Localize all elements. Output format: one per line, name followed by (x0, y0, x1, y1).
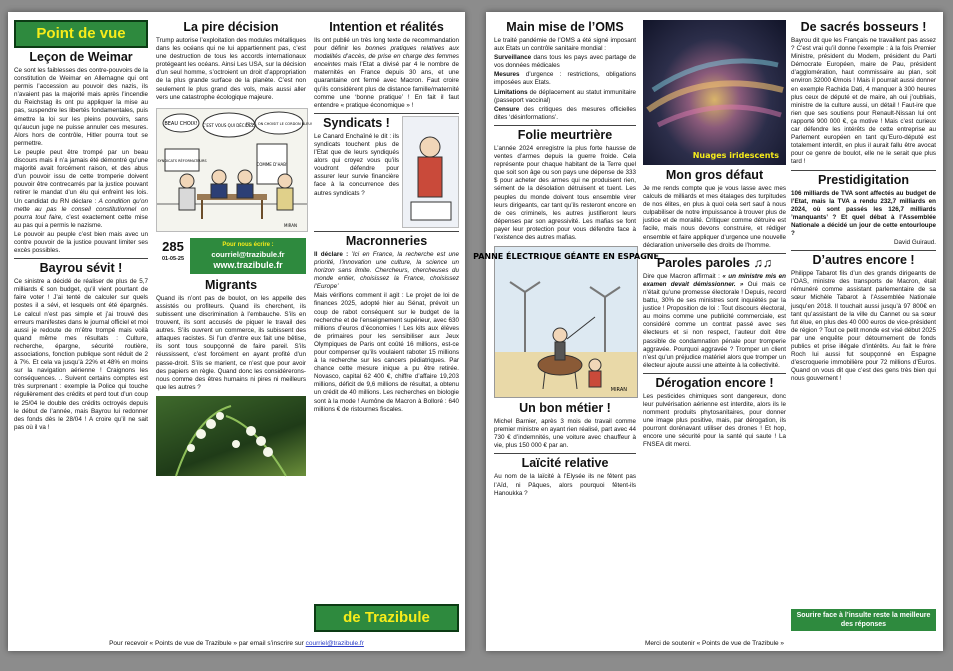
panne-credit: MIRAN (610, 387, 627, 394)
right-column-2 (643, 20, 786, 637)
article-macron-quote: Il déclare : ’Ici en France, la recherche est une priorité, l’innovation une culture, la science un horizon sans limite. Chercheurs, chercheuses du monde entier, choisissez la France, choisissez l’Europe’ (314, 250, 459, 291)
right-column-3 (791, 20, 936, 637)
article-bayrou (14, 261, 148, 432)
divider (494, 125, 636, 126)
article-laicite-title: Laïcité relative (521, 456, 609, 471)
article-bosseurs (791, 20, 936, 167)
issue-date: 01-05-25 (161, 255, 185, 262)
article-weimar-p1: Ce sont les faiblesses des contre-pouvoirs de la constitution de Weimar en Allemagne qui ont permis l’accession au pouvoir des nazis, ils n’avaient pas la majorité mais après l’incendie du Reichstag ils ont pu appliquer la mise au pas, suspendre les libertés fondamentales, puis émettre la loi sur les pleins pouvoirs, sans qu’aucun juge ne puisse annuler ces mesures. Alors hors de contrôle, Hitler pourra tout se permettre. (14, 67, 148, 147)
contact-email[interactable]: courriel@trazibule.fr (211, 249, 285, 259)
article-bosseurs-title: De sacrés bosseurs ! (800, 20, 927, 34)
article-derog-text: Les pesticides chimiques sont dangereux, donc leur pulvérisation aérienne est interdite, alors ils le nomment produits phytosanitaires, pour donner une image plus positive, mais, par dérogation, ils pourront dorénavant utiliser des drones ! Et hop, encore une sécurité pour la santé qui saute ! La FNSEA dit merci. (643, 392, 786, 449)
bubble-1: BEAU CHOIX! (164, 120, 198, 127)
article-migrants-text: Quand ils n’ont pas de boulot, on les appelle des assistés ou profiteurs. Quand ils cherchent, ils subissent une discrimination à l’embauche. S’ils en trouvent, ils sont accusés de piquer le travail des autres. S’ils ouvrent un commerce, ils subissent des attaques racistes. Si l’un d’entre eux fait une bêtise, ils sont tous soupçonné de faire pareil. S’ils réussissent, c’est forcément en ayant profité d’un passe-droit. S’ils se marient, ce n’est que pour avoir des papiers en règle. Quand donc les considérerons-nous comme des êtres humains ni pires ni meilleurs que les autres ? (156, 294, 306, 391)
divider (494, 453, 636, 454)
article-metier-title: Un bon métier ! (519, 401, 611, 416)
sign-text: COMME D’HAB! (256, 161, 288, 167)
divider (791, 170, 936, 171)
footer-email-link[interactable]: courriel@trazibule.fr (305, 640, 364, 647)
contact-box (190, 238, 306, 274)
divider (14, 258, 148, 259)
article-pire-text: Trump autorise l’exploitation des modules métalliques dans les océans qui ne lui appartiennent pas, c’est une destruction de tous les accords internationaux protégeant les océans. Ainsi Les USA, sur la décision d’un seul homme, s’octroient un droit d’appropriation de la plus grande surface de la planète. C’est non seulement le plus grand des vols, mais aussi aller vers une catastrophe écologique majeure. (156, 37, 306, 101)
syndicats-text-block (314, 116, 399, 228)
right-page (473, 12, 943, 651)
article-derog-title: Dérogation encore ! (655, 375, 774, 390)
article-folie-text: L’année 2024 enregistre la plus forte hausse de ventes d’armes depuis la guerre froide. Cela représente pour chaque habitant de la Terre quel que soit son âge ou son pays une dépense de 333 $ pour acheter des armes qui ne produisent rien, sément de la désolation détruisent et tuent. Les peuples du monde doivent tous ensemble virer leurs dirigeants, car tant qu’ils resteront encore en de ces criminels, les autres justifieront leurs dépenses par son agressivité. Les mafias se font payer leur protection pour vous défendre face à l’existence des autres mafias. (494, 144, 636, 241)
article-syndicats-text: Le Canard Enchaîné le dit : ils syndicats touchent plus de l’Etat que de leurs syndiqués alors qui croyez vous qu’ils voudront défendre pour assurer leur survie financière face à la concurrence des autres syndicats ? (314, 132, 399, 197)
article-bayrou-title: Bayrou sévit ! (39, 261, 123, 276)
article-weimar-title: Leçon de Weimar (29, 50, 133, 64)
oms-item-4: Censure des critiques des mesures officielles dites ‘désinformations’. (494, 105, 636, 121)
clouds-caption: Nuages iridescents (692, 151, 779, 160)
oms-item-1: Surveillance dans tous les pays avec partage de vos données médicales (494, 54, 637, 70)
left-column-1 (14, 20, 148, 637)
contact-label: Pour nous écrire : (222, 241, 274, 248)
divider (791, 250, 936, 251)
article-intention-text: Ils ont publié un très long texte de recommandation pour définir les bonnes pratiques relatives aux modalités d’accès, de prise en charge des femmes enceintes mais l’Etat a divisé par 4 le nombre de maternités en France depuis 30 ans, et une quarantaine ont fermé avec Macron. Faut croire qu’ils considèrent plus de distance famille/maternité comme une ‘bonne pratique’ ! En fait il faut entendre « pratique économique » ! (314, 37, 460, 109)
flower-drawing (156, 396, 306, 476)
cartoon-panne-espagne (473, 246, 659, 398)
right-footer: Merci de soutenir « Points de vue de Trazibule » (644, 640, 785, 647)
article-paroles (643, 256, 786, 370)
article-metier-text: Michel Barnier, après 3 mois de travail comme premier ministre en ayant rien réalisé, part avec 44 730 € d’indemnités, une voiture avec chauffeur à vie, plus 150 000 € par an. (494, 418, 636, 450)
lily-of-the-valley-photo (156, 396, 306, 476)
article-migrants (156, 278, 306, 392)
syndicats-illustration (402, 116, 459, 228)
left-footer: Pour recevoir « Points de vue de Trazibule » par email s’inscrire sur courriel@trazibule.fr (109, 640, 364, 647)
article-presti (791, 173, 936, 248)
article-weimar-p2: Le peuple peut être trompé par un beau discours mais il n’a jamais été démontré qu’une majorité avait forcément raison, et des abus d’un pouvoir issu de cette tromperie doivent pouvoir être contrecarrés par la justice pouvant retirer le mandat d’un élu qui enfreint les lois. Un candidat du RN déclare : A condition qu’on mette au pas le conseil constitutionnel on pourra tout faire, c’est exactement cette mise au pas qui a permis le nazisme. (14, 148, 148, 229)
masthead-right: de Trazibule (314, 604, 459, 632)
article-bosseurs-text: Bayrou dit que les Français ne travaillent pas assez ? C’est vrai qu’il donne l’exemple : à la fois Premier Ministre, président du Modem, président du Parti Démocrate Européen, maire de Pau, président d’agglomération, haut commissaire au plan, soit environ 32000 €/mois ! Mais il pourrait aussi donner en exemple Rachida Dati, 4 manquer à 300 heures plus ceux de député et de maire, ah oui j’oubliais, ministre de la culture aussi, un détail ! Faut-ire que rien que ses soutiens pour Renault-Nissan lui ont rapporté 900 000 €, ça motive ! Mais c’est curieux car défendre les intérêts de cette entreprise au Parlement européen en tant qu’Euro-député est totalement interdit, en plus il aurait fallu être avocat pour ce genre de boulot, elle ne le serait que plus tard ! (791, 37, 936, 166)
cartoon-credit: MIRAN (284, 222, 297, 228)
article-derog (643, 376, 786, 450)
article-presti-text: 106 milliards de TVA sont affectés au budget de l’Etat, mais la TVA a rendu 232,7 milliards en 2024, où sont passés les 126,7 milliards ’manquants’ ? Et quel débat à l’Assemblée Nationale a décidé un jour de cette entourloupe ? (791, 189, 936, 237)
article-syndicats (314, 116, 459, 228)
article-paroles-text: Dire que Macron affirmait : « un ministre mis en examen devait démissionner. » Oui mais ce n’était qu’une promesse électorale ! Depuis, record battu, 30% de ses ministres sont inquiétés par la justice ! Proposition de loi : Tout discours électoral, au moins comme une publicité commerciale, est considéré comme un contrat passé avec ses électeurs et si non respect, l’auteur doit être passible de condamnation pénale pour tromperie aggravée. Pourquoi aggravée ? Tromper un client n’est qu’un préjudice matériel alors que tromper un électeur ajoute aussi une atteinte à la collectivité. (643, 272, 787, 369)
article-intention (314, 20, 459, 110)
contact-web[interactable]: www.trazibule.fr (213, 259, 283, 270)
article-weimar-p3: Le pouvoir au peuple c’est bien mais avec un contre pouvoir de la justice pouvant limiter ses excès possibles. (14, 230, 148, 255)
article-oms (494, 20, 636, 122)
closing-banner: Sourire face à l’insulte reste la meilleure des réponses (791, 609, 936, 631)
right-column-1 (473, 20, 659, 637)
article-macron (314, 234, 459, 414)
weimar-quote: A condition qu’on mette au pas le conseil constitutionnel on pourra tout faire, (14, 197, 148, 221)
article-presti-title: Prestidigitation (818, 172, 909, 187)
article-weimar (14, 50, 148, 255)
article-syndicats-title: Syndicats ! (323, 115, 390, 130)
divider (643, 253, 786, 254)
article-presti-author: David Guiraud. (894, 239, 936, 247)
issue-info (156, 238, 190, 274)
article-oms-title: Main mise de l’OMS (506, 20, 624, 34)
panne-drawing (473, 247, 659, 397)
music-notes-icon: ♫♫ (753, 255, 773, 270)
divider (314, 231, 459, 232)
bubble-2: C’EST VOUS QUI DÉCIDEZ! (202, 122, 256, 128)
article-gros (643, 168, 786, 250)
divider (643, 373, 786, 374)
left-column-3 (314, 20, 459, 637)
cartoon-drawing (157, 109, 313, 231)
left-column-2 (156, 20, 313, 637)
article-bayrou-text: Ce sinistre a décidé de réaliser de plus de 5,7 milliards € son budget, qu’il vient pourtant de faire voter ! J’ai tenté de calculer sur quels postes il a sévi, et lesquels ont été épargnés. Le calcul n’est pas simple et j’ai trouvé des erreurs manifestes dans le journal officiel et moi aussi je redoute de m’être trompé mais voilà quand même mes résultats : Culture, recherche, épargne, sécurité routière, associations, fonction publique sont réduit de 2 à 7%. Et cela va jusqu’à 22% et 48% en moins sur la navigation aérienne ! Craignons les conséquences. .. Suivent certains comptes est très surprenant : exemple la Police qui touche régulièrement des crédits et perd tout d’un coup le 25/04 le double des crédits octroyés depuis le début de l’année, mais Bayrou lui redonner des fonds dès le 28/04 ! A croire qu’il ne sait pas où il va ! (14, 278, 148, 431)
article-migrants-title: Migrants (204, 277, 258, 292)
clouds-drawing (643, 20, 786, 165)
oms-item-3: Limitations de déplacement au statut immunitaire (passeport vaccinal) (494, 88, 636, 104)
panne-title: PANNE ÉLECTRIQUE GÉANTE EN ESPAGNE (473, 252, 659, 262)
masthead-left: Point de vue (14, 20, 148, 48)
article-paroles-title: Paroles paroles ♫♫ (656, 255, 773, 270)
left-page (8, 12, 465, 651)
article-laicite (494, 456, 636, 497)
article-autres-title: D’autres encore ! (812, 253, 915, 268)
article-autres-text: Philippe Tabarot fils d’un des grands dirigeants de l’OAS, ministre des transports de Macron, était rémunéré comme assistant parlementaire de sa sœur Michèle Tabarot à l’Assemblée Nationale jusqu’en 2018. Il touchait aussi jusqu’à 97 800€ en tant qu’assistant de la ville du Cannet ou sa sœur fut élue, en plus des 40 000 euros de vice-président de région ? Tout ce petit monde est visé début 2025 par une enquête pour détournement de fonds publics et prise illégale d’intérêts. Au fait le frère Roch lui aussi fut soupçonné en Espagne d’escroquerie immobilière pour 72 millions d’Euros. Quand on vous dit que c’est des gens très bien qui nous gouvernent ! (791, 270, 936, 383)
issue-number: 285 (162, 238, 184, 254)
article-gros-title: Mon gros défaut (665, 168, 764, 182)
article-pire (156, 20, 306, 102)
divider (314, 113, 459, 114)
article-metier (494, 401, 636, 450)
bubble-3: ET LA, ON CHOISIT LE CORDON BLEU! (245, 121, 313, 126)
syndicats-drawing (403, 117, 458, 227)
issue-box (156, 238, 306, 274)
article-macron-title: Macronneries (345, 233, 428, 248)
article-laicite-text: Au nom de la laïcité à l’Elysée ils ne fêtent pas l’Aïd, ni Pâques, alors pourquoi fêtent-ils Hanoukka ? (494, 473, 636, 497)
board-text: SYNDICATS RÉFORMATEURS (157, 158, 207, 163)
iridescent-clouds-photo (643, 20, 786, 165)
article-gros-text: Je me rends compte que je vous lasse avec mes calculs de milliards et mes étalages des turpitudes de nos élites, en plus à quoi cela sert sauf à nous culpabiliser de notre impuissance à trouver plus de justice et de moralité. Critiquer comme détruire est facile, mais nous devons construire, et rédiger ensemble et faire appliquer d’urgence une nouvelle déclaration universelle des droits de l’homme. (643, 185, 786, 249)
article-folie (494, 128, 636, 242)
article-intention-title: Intention et réalités (329, 20, 444, 34)
article-macron-text: Mais vérifions comment il agit : Le projet de loi de finances 2025, adopté hier au Sénat, prévoit un coup de rabot conséquent sur le budget de la recherche et de l’enseignement supérieur, avec 630 millions d’euros d’économies ! Les kits aux élèves de primaires pour les sensibiliser aux Jeux Olympiques de Paris ont coûté 16 millions, est-ce pour compenser qu’ils voulaient raboter 15 millions à la recherche sur les cancers pédiatriques. Par chance cette mesure inique a pu être retirée. Novasco, capital 62 400 €, chiffre d’affaire 19,203 millions, déficit de 9,6 millions de résultat, a obtenu un crédit de 40 millions. Les recherches en biologie sont à la mode ! Aumône de Macron à Bolloré : 640 millions € de ristournes fiscales. (314, 292, 459, 413)
article-autres (791, 253, 936, 383)
article-oms-p1: Le traité pandémie de l’OMS a été signé imposant aux Etats un contrôle sanitaire mondial : (494, 37, 636, 53)
oms-item-2: Mesures d’urgence : restrictions, obligations imposées aux Etats. (494, 71, 637, 87)
article-folie-title: Folie meurtrière (517, 127, 613, 142)
article-pire-title: La pire décision (183, 20, 279, 34)
cartoon-syndicats (156, 108, 313, 232)
